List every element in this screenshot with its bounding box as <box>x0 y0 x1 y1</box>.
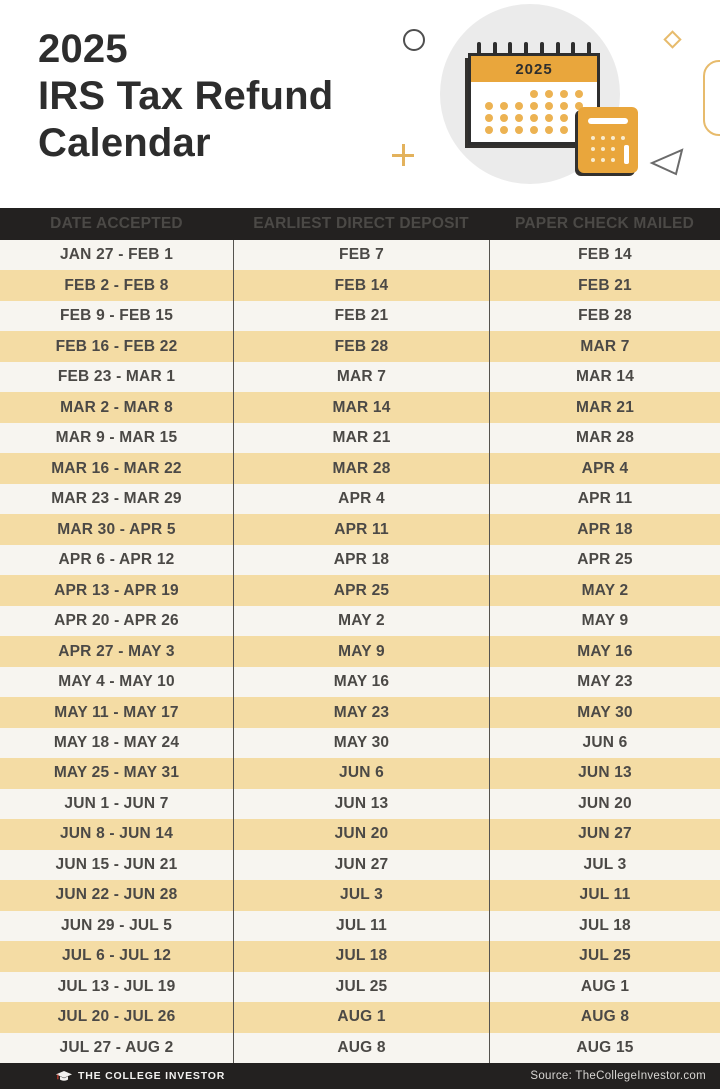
triangle-outline-decoration <box>648 142 688 178</box>
calculator-display <box>588 118 628 124</box>
table-cell: MAY 11 - MAY 17 <box>54 703 179 721</box>
table-cell: AUG 8 <box>489 1002 720 1032</box>
footer-bar <box>0 1063 720 1089</box>
table-cell: FEB 28 <box>489 301 720 331</box>
rounded-square-decoration <box>703 60 720 136</box>
table-cell: FEB 2 - FEB 8 <box>64 276 169 294</box>
table-cell: MAR 28 <box>233 453 489 483</box>
table-cell: FEB 9 - FEB 15 <box>59 307 174 325</box>
circle-outline-decoration <box>403 29 425 51</box>
table-cell: JUL 11 <box>489 880 720 910</box>
table-row <box>0 514 720 544</box>
table-cell: APR 18 <box>489 514 720 544</box>
header-date-accepted: DATE ACCEPTED <box>50 215 183 232</box>
plus-decoration <box>392 144 414 166</box>
table-cell: JUL 18 <box>489 911 720 941</box>
table-row <box>0 362 720 392</box>
table-cell: FEB 14 <box>233 270 489 300</box>
header-paper-check-mailed: PAPER CHECK MAILED <box>515 215 694 232</box>
table-row <box>0 758 720 788</box>
table-cell: MAY 16 <box>233 667 489 697</box>
table-cell: JUL 27 - AUG 2 <box>59 1038 174 1056</box>
table-cell: AUG 8 <box>233 1033 489 1063</box>
table-cell: JUN 20 <box>489 789 720 819</box>
calculator-tall-key <box>624 145 629 164</box>
table-cell: JAN 27 - FEB 1 <box>59 246 174 264</box>
table-cell: FEB 21 <box>233 301 489 331</box>
table-cell: APR 18 <box>233 545 489 575</box>
table-cell: MAY 25 - MAY 31 <box>53 764 180 782</box>
table-cell: MAY 23 <box>489 667 720 697</box>
table-cell: AUG 15 <box>489 1033 720 1063</box>
table-cell: MAR 14 <box>489 362 720 392</box>
table-cell: MAR 21 <box>489 392 720 422</box>
calendar-dots-grid <box>481 88 587 136</box>
table-cell: MAY 30 <box>233 728 489 758</box>
table-cell: MAY 9 <box>489 606 720 636</box>
calendar-spiral-binding <box>477 42 591 56</box>
table-cell: FEB 14 <box>489 240 720 270</box>
table-cell: JUL 11 <box>233 911 489 941</box>
table-row <box>0 301 720 331</box>
table-row <box>0 911 720 941</box>
table-cell: JUN 6 <box>233 758 489 788</box>
table-cell: JUN 27 <box>489 819 720 849</box>
table-cell: AUG 1 <box>489 972 720 1002</box>
table-cell: APR 4 <box>489 453 720 483</box>
table-cell: AUG 1 <box>233 1002 489 1032</box>
table-row <box>0 270 720 300</box>
table-cell: JUL 25 <box>233 972 489 1002</box>
table-row <box>0 1033 720 1063</box>
table-row <box>0 423 720 453</box>
table-cell: APR 6 - APR 12 <box>58 551 175 569</box>
table-cell: FEB 28 <box>233 331 489 361</box>
table-cell: FEB 7 <box>233 240 489 270</box>
table-cell: MAY 2 <box>489 575 720 605</box>
table-row <box>0 636 720 666</box>
table-cell: MAR 28 <box>489 423 720 453</box>
page-title <box>38 26 333 167</box>
table-cell: MAY 2 <box>233 606 489 636</box>
table-cell: MAR 21 <box>233 423 489 453</box>
table-cell: JUL 3 <box>489 850 720 880</box>
table-cell: JUN 29 - JUL 5 <box>60 916 173 934</box>
table-cell: JUN 8 - JUN 14 <box>59 825 174 843</box>
table-cell: APR 11 <box>233 514 489 544</box>
table-row <box>0 1002 720 1032</box>
brand-logo <box>56 1070 225 1082</box>
table-row <box>0 240 720 270</box>
table-cell: MAR 7 <box>233 362 489 392</box>
table-body <box>0 240 720 1063</box>
title-line-3: Calendar <box>38 121 211 165</box>
table-row <box>0 484 720 514</box>
table-cell: MAY 30 <box>489 697 720 727</box>
table-cell: JUN 20 <box>233 819 489 849</box>
table-cell: MAR 16 - MAR 22 <box>51 459 182 477</box>
table-header-row <box>0 208 720 240</box>
table-cell: JUL 3 <box>233 880 489 910</box>
table-row <box>0 728 720 758</box>
table-cell: JUN 15 - JUN 21 <box>55 855 178 873</box>
table-cell: APR 27 - MAY 3 <box>58 642 175 660</box>
table-row <box>0 789 720 819</box>
table-row <box>0 331 720 361</box>
table-cell: JUN 6 <box>489 728 720 758</box>
table-row <box>0 819 720 849</box>
table-row <box>0 575 720 605</box>
table-row <box>0 453 720 483</box>
table-cell: APR 11 <box>489 484 720 514</box>
table-cell: MAR 23 - MAR 29 <box>51 490 182 508</box>
table-row <box>0 941 720 971</box>
table-cell: MAY 18 - MAY 24 <box>53 733 180 751</box>
table-row <box>0 606 720 636</box>
table-cell: APR 25 <box>233 575 489 605</box>
title-line-1: 2025 <box>38 27 128 71</box>
calendar-year-band: 2025 <box>471 56 597 82</box>
table-cell: JUN 22 - JUN 28 <box>55 886 178 904</box>
table-cell: MAY 9 <box>233 636 489 666</box>
table-cell: MAR 7 <box>489 331 720 361</box>
table-cell: JUN 13 <box>233 789 489 819</box>
table-cell: APR 13 - APR 19 <box>54 581 179 599</box>
table-cell: APR 4 <box>233 484 489 514</box>
table-row <box>0 972 720 1002</box>
header-earliest-direct-deposit: EARLIEST DIRECT DEPOSIT <box>253 215 469 232</box>
table-row <box>0 392 720 422</box>
table-cell: JUL 13 - JUL 19 <box>57 977 176 995</box>
table-cell: MAR 2 - MAR 8 <box>60 398 173 416</box>
calculator-keys <box>588 133 628 165</box>
table-cell: APR 25 <box>489 545 720 575</box>
table-cell: MAY 23 <box>233 697 489 727</box>
table-cell: JUL 6 - JUL 12 <box>61 947 172 965</box>
table-row <box>0 545 720 575</box>
title-line-2: IRS Tax Refund <box>38 74 334 118</box>
table-row <box>0 697 720 727</box>
table-cell: FEB 23 - MAR 1 <box>57 368 176 386</box>
table-cell: MAR 30 - APR 5 <box>57 520 176 538</box>
graduation-cap-icon <box>56 1070 72 1082</box>
table-cell: FEB 21 <box>489 270 720 300</box>
source-attribution: Source: TheCollegeInvestor.com <box>530 1070 706 1082</box>
table-cell: MAY 4 - MAY 10 <box>58 673 175 691</box>
hero-section <box>0 0 720 208</box>
table-cell: JUL 18 <box>233 941 489 971</box>
table-cell: APR 20 - APR 26 <box>54 612 179 630</box>
table-cell: JUN 13 <box>489 758 720 788</box>
table-cell: JUN 1 - JUN 7 <box>64 794 169 812</box>
table-row <box>0 850 720 880</box>
table-cell: MAR 9 - MAR 15 <box>55 429 178 447</box>
calculator-icon <box>578 107 638 173</box>
table-row <box>0 667 720 697</box>
table-cell: FEB 16 - FEB 22 <box>55 337 178 355</box>
table-cell: MAY 16 <box>489 636 720 666</box>
table-row <box>0 880 720 910</box>
brand-name: THE COLLEGE INVESTOR <box>78 1070 226 1082</box>
diamond-outline-decoration <box>663 30 681 48</box>
table-cell: MAR 14 <box>233 392 489 422</box>
table-cell: JUN 27 <box>233 850 489 880</box>
table-cell: JUL 20 - JUL 26 <box>57 1008 176 1026</box>
table-cell: JUL 25 <box>489 941 720 971</box>
